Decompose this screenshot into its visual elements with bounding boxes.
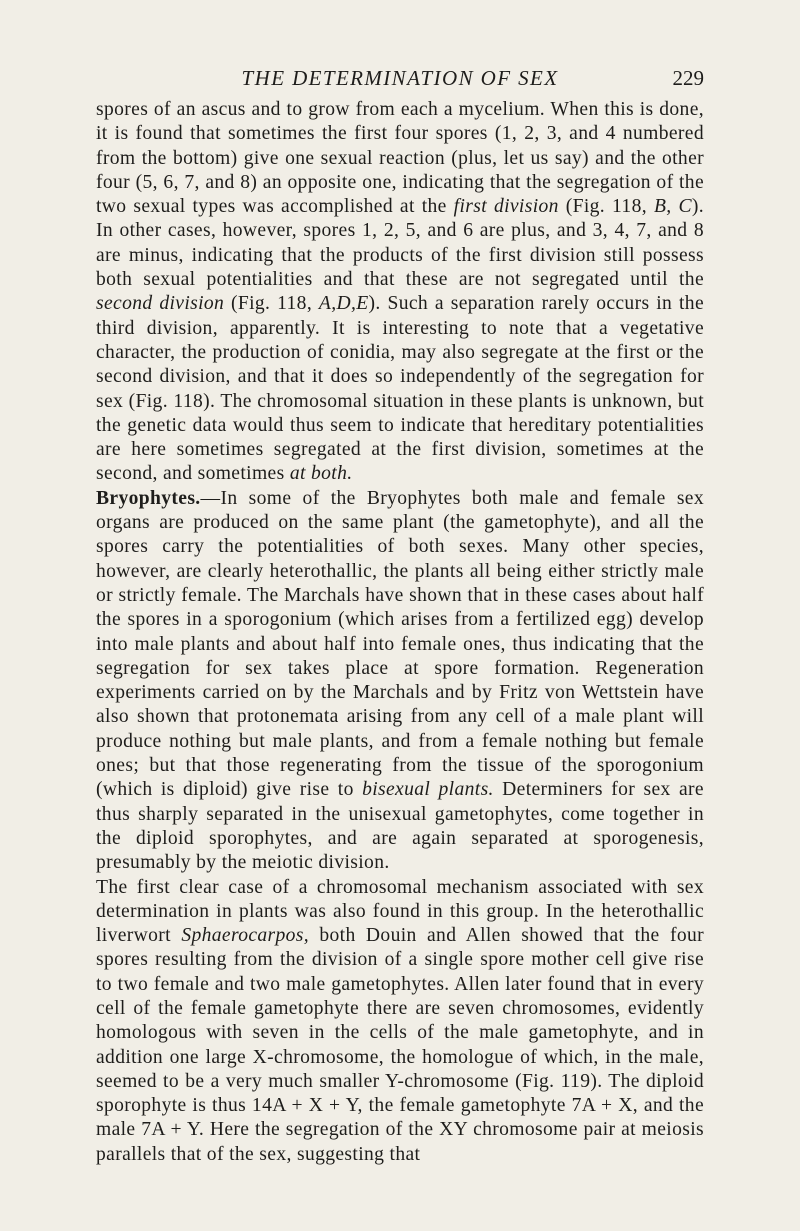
paragraph-ascus-segregation xyxy=(96,98,704,487)
paragraph-sphaerocarpos xyxy=(96,876,704,1168)
text-run: both Douin and Allen showed that the four spores resulting from the division of a single spore mother cell give rise to two female and two male gametophytes. Allen later found that in every cell of the female gametophyte there are seven chromosomes, evidently homologous with seven in the cells of the male gametophyte, and in addition one large X-chromosome, the homologue of which, in the male, seemed to be a very much smaller Y-chromosome (Fig. 119). The diploid sporophyte is thus 14A + X + Y, the female gametophyte 7A + X, and the male 7A + Y. Here the segregation of the XY chromosome pair at meiosis parallels that of the sex, suggesting that xyxy=(96,925,704,1165)
emphasis-first-division: first division xyxy=(453,196,559,218)
figure-ref-b-c: B, C xyxy=(653,196,692,218)
text-run: spores of an ascus and to grow from each a mycelium. When this is done, it is found that sometimes the first four spores (1, 2, 3, and 4 numbered from the bottom) give one sexual reaction (plus, let us say) and the other four (5, 6, 7, and 8) an opposite one, indicating that the segregation of the two sexual types was accomplished at the xyxy=(96,99,704,218)
text-run: —In some of the Bryophytes both male and female sex organs are produced on the same plant (the gametophyte), and all the spores carry the potentialities of both sexes. Many other species, however, are clearly heterothallic, the plants all being either strictly male or strictly female. The Marchals have shown that in these cases about half the spores in a sporogonium (which arises from a fertilized egg) develop into male plants and about half into female ones, thus indicating that the segregation for sex takes place at spore formation. Regeneration experiments carried on by the Marchals and by Fritz von Wettstein have also shown that protonemata arising from any cell of a male plant will produce nothing but male plants, and from a female nothing but female ones; but that those regenerating from the tissue of the sporogonium (which is diploid) give rise to xyxy=(96,487,704,801)
paragraph-bryophytes xyxy=(96,487,704,876)
page-number: 229 xyxy=(672,66,704,90)
emphasis-bisexual-plants: bisexual plants. xyxy=(362,779,494,801)
text-run: ). Such a separation rarely occurs in the third division, apparently. It is interesting to note that a vegetative character, the production of conidia, may also segregate at the first or the second division, and that it does so independently of the segregation for sex (Fig. 118). The chromosomal situation in these plants is unknown, but the genetic data would thus seem to indicate that hereditary potentialities are here sometimes segregated at the first division, sometimes at the second, and sometimes xyxy=(96,293,704,485)
text-run: (Fig. 118, xyxy=(558,196,654,218)
emphasis-second-division: second division xyxy=(96,293,225,315)
text-run: Determiners for sex are thus sharply separated in the unisexual gametophytes, come together in the diploid sporophytes, and are again separated at sporogenesis, presumably by the meiotic division. xyxy=(96,779,704,874)
genus-name-sphaerocarpos: Sphaerocarpos, xyxy=(181,925,310,947)
section-heading-bryophytes: Bryophytes. xyxy=(96,487,201,509)
figure-ref-a-d-e: A,D,E xyxy=(318,293,369,315)
text-run: (Fig. 118, xyxy=(224,293,319,315)
emphasis-at-both: at both. xyxy=(289,463,353,485)
text-run: The first clear case of a chromosomal mechanism associated with sex determination in plants was also found in this group. In the heterothallic liverwort xyxy=(96,876,704,947)
running-head xyxy=(96,64,704,92)
body-text xyxy=(96,98,704,1167)
running-title: THE DETERMINATION OF SEX xyxy=(241,66,559,90)
text-run: ). In other cases, however, spores 1, 2, 5, and 6 are plus, and 3, 4, 7, and 8 are minus, indicating that the products of the first division still possess both sexual potentialities and that these are not segregated until the xyxy=(96,196,704,291)
